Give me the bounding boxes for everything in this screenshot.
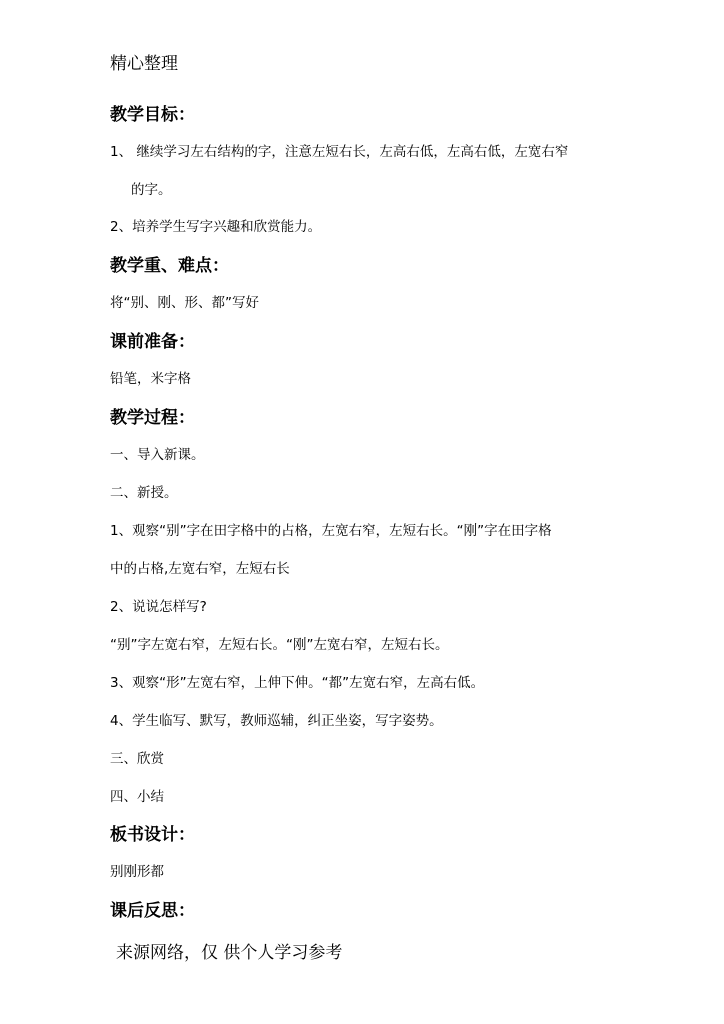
prep-heading: 课前准备： [110,332,195,352]
page-footer: 来源网络，仅 供个人学习参考 [116,943,343,963]
process-step-1: 一、导入新课。 [110,447,205,463]
reflection-heading: 课后反思： [110,901,195,921]
process-substep-3: 3、观察“形”左宽右窄，上伸下伸。“都”左宽右窄，左高右低。 [110,675,485,691]
keypoints-text: 将“别、刚、形、都”写好 [110,295,259,311]
goals-heading: 教学目标： [110,105,195,125]
process-step-4: 四、小结 [110,789,164,805]
board-heading: 板书设计： [110,825,195,845]
process-substep-4: 4、学生临写、默写，教师巡辅，纠正坐姿，写字姿势。 [110,713,443,729]
goal-item-1: 1、 继续学习左右结构的字，注意左短右长，左高右低，左高右低，左宽右窄 [110,144,569,160]
process-substep-2-answer: “别”字左宽右窄，左短右长。“刚”左宽右窄，左短右长。 [110,637,449,653]
process-substep-1: 1、观察“别”字在田字格中的占格，左宽右窄，左短右长。“刚”字在田字格 [110,523,552,539]
prep-text: 铅笔，米字格 [110,371,191,387]
process-substep-1-continuation: 中的占格,左宽右窄，左短右长 [110,561,290,577]
board-text: 别刚形都 [110,864,164,880]
goal-item-1-continuation: 的字。 [131,182,172,198]
process-step-3: 三、欣赏 [110,751,164,767]
process-substep-2: 2、说说怎样写? [110,599,207,615]
goal-item-2: 2、培养学生写字兴趣和欣赏能力。 [110,219,322,235]
page-header: 精心整理 [110,54,178,74]
process-step-2: 二、新授。 [110,485,178,501]
keypoints-heading: 教学重、难点： [110,256,229,276]
process-heading: 教学过程： [110,408,195,428]
